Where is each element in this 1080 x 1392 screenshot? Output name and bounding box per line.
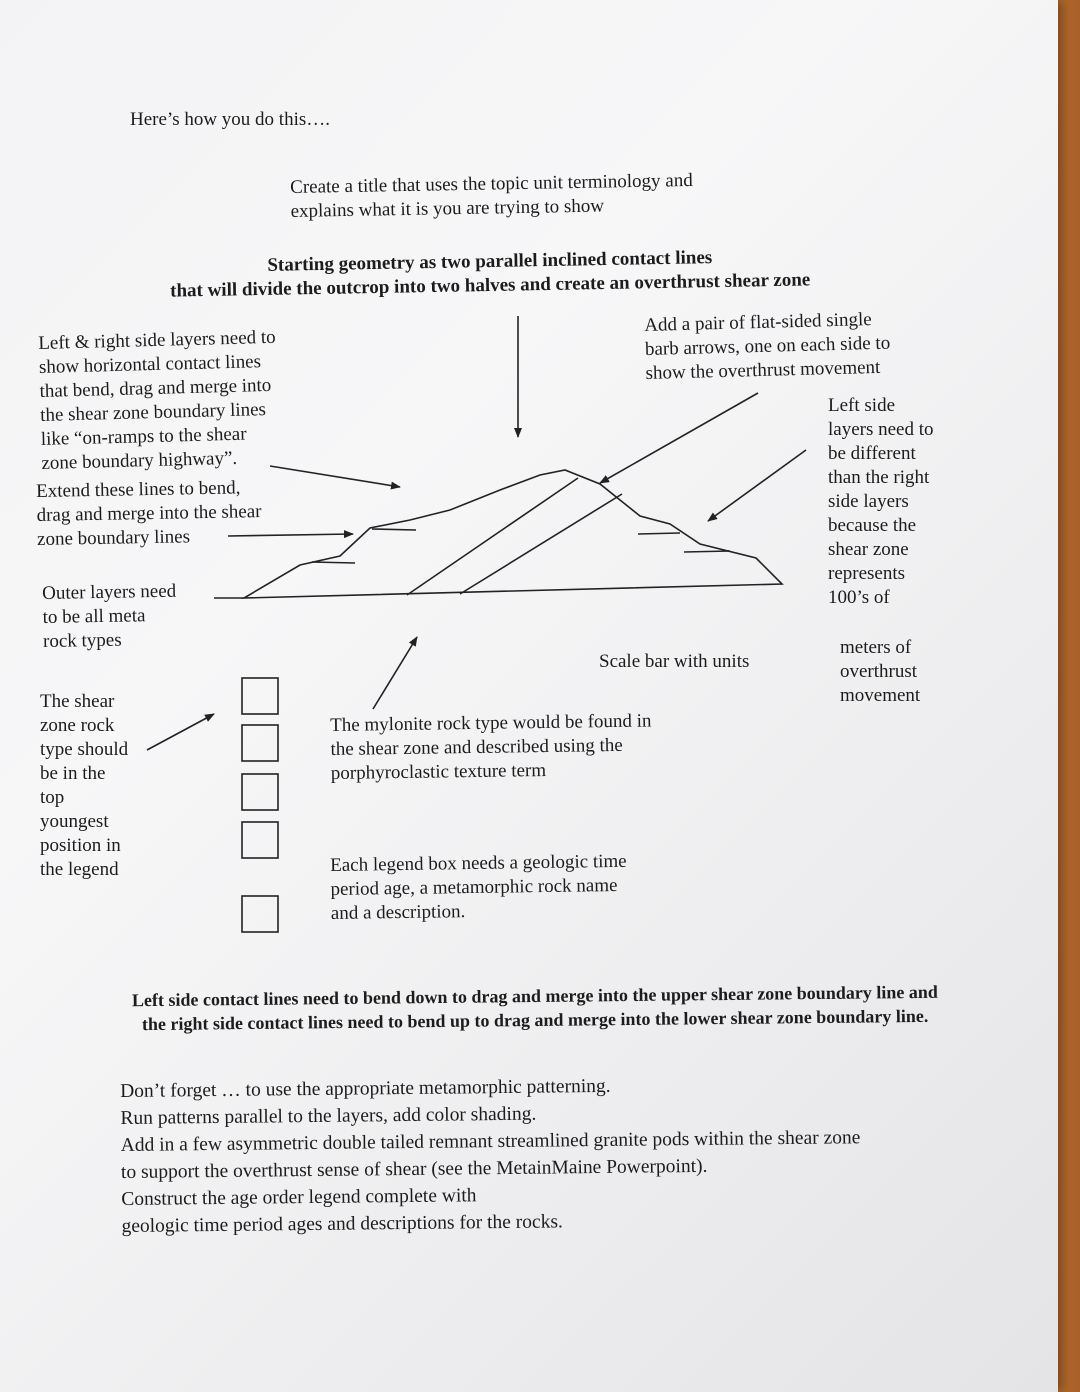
left-contact-line-upper	[372, 529, 416, 530]
legend-box-1	[242, 678, 278, 714]
right-contact-line-lower	[684, 551, 730, 552]
contact-lines-note: Left side contact lines need to bend down to drag and merge into the upper shear zone boundary line and the right side contact lines need to bend up to drag and merge into the lower shear zone boundary line.	[131, 981, 938, 1035]
arrows-note: Add a pair of flat-sided single barb arrows, one on each side to show the overthrust movement	[644, 309, 891, 384]
extend-arrow	[228, 534, 353, 536]
title-instruction: Create a title that uses the topic unit terminology and explains what it is you are trying to show	[290, 169, 693, 222]
legend-box-note: Each legend box needs a geologic time period age, a metamorphic rock name and a description.	[330, 850, 627, 924]
dont-forget-note: Don’t forget … to use the appropriate metamorphic patterning. Run patterns parallel to the layers, add color shading. Add in a few asymmetric double tailed remnant streamlined granite pods within the shear zone to support the overthrust sense of shear (see the MetainMaine Powerpoint). Construct the age order legend complete with geologic time period ages and descriptions for the rocks.	[120, 1075, 861, 1237]
legend-box-2	[242, 725, 278, 761]
legend-box-3	[242, 774, 278, 810]
left-right-layers-note: Left & right side layers need to show horizontal contact lines that bend, drag and merge into the shear zone boundary lines like “on-ramps to the shear zone boundary highway”.	[38, 326, 276, 474]
shear-zone-lower-boundary	[460, 494, 622, 594]
mylonite-arrow	[373, 637, 417, 709]
left-contact-line-lower	[312, 562, 355, 563]
starting-geometry-note: Starting geometry as two parallel inclined contact lines that will divide the outcrop into two halves and create an overthrust shear zone	[169, 247, 811, 302]
overthrust-arrow-right	[708, 450, 806, 521]
scale-bar-note: Scale bar with units	[599, 651, 750, 672]
extend-lines-note: Extend these lines to bend, drag and merge into the shear zone boundary lines	[36, 477, 262, 550]
heading: Here’s how you do this….	[130, 109, 331, 130]
layers-arrow	[270, 466, 400, 487]
meters-note: meters of overthrust movement	[840, 637, 921, 706]
shear-zone-rock-note: The shear zone rock type should be in the top youngest position in the legend	[40, 691, 129, 880]
legend-box-5	[242, 896, 278, 932]
outer-layers-note: Outer layers need to be all meta rock types	[42, 580, 177, 652]
mylonite-note: The mylonite rock type would be found in the shear zone and described using the porphyroclastic texture term	[330, 710, 652, 784]
right-contact-line-upper	[638, 533, 680, 534]
left-side-layers-note: Left side layers need to be different than the right side layers because the shear zone represents 100’s of	[828, 395, 934, 608]
overthrust-arrow-left	[600, 393, 758, 483]
legend-box-4	[242, 822, 278, 858]
shear-zone-legend-arrow	[147, 714, 214, 750]
